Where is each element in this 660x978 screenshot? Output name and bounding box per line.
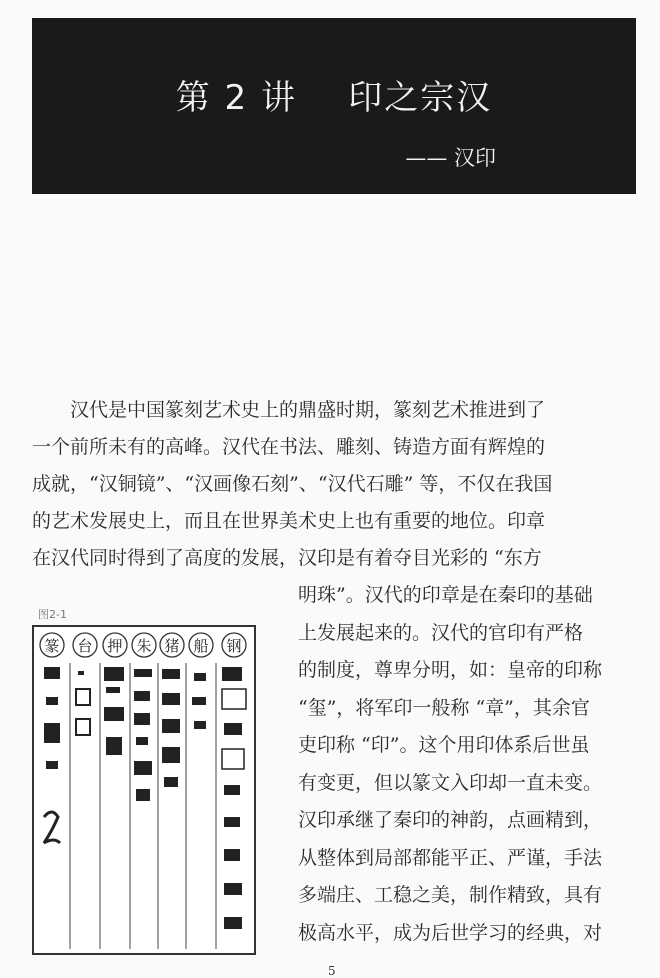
header-char: 朱 [136,637,152,655]
header-row [40,633,246,657]
text-line: “玺”，将军印一般称 “章”，其余官 [298,696,590,719]
header-char: 台 [77,637,93,655]
text-line: 极高水平，成为后世学习的经典，对 [298,921,603,944]
text-line: 在汉代同时得到了高度的发展，汉印是有着夺目光彩的 “东方 [32,547,542,569]
text-line: 多端庄、工稳之美，制作精致，具有 [298,884,603,906]
seal-script-illustration [34,627,254,953]
chapter-banner [32,18,636,194]
text-line: 的制度，尊卑分明，如：皇帝的印称 [298,659,603,681]
text-line: 成就，“汉铜镜”、“汉画像石刻”、“汉代石雕” 等，不仅在我国 [32,473,553,495]
page-number: 5 [328,964,336,978]
chapter-subtitle: —— 汉印 [405,146,496,170]
header-char: 钢 [226,637,242,655]
text-line: 有变更，但以篆文入印却一直未变。 [298,771,603,794]
seal-script-figure [32,625,256,955]
text-line: 一个前所未有的高峰。汉代在书法、雕刻、铸造方面有辉煌的 [32,436,546,458]
header-char: 篆 [44,637,60,655]
text-line: 明珠”。汉代的印章是在秦印的基础 [298,584,593,606]
header-char: 船 [193,637,209,655]
paragraph-column [298,577,642,952]
header-char: 猪 [164,637,180,655]
header-char: 押 [107,637,123,655]
figure-label: 图2-1 [38,608,67,621]
text-line: 从整体到局部都能平正、严谨，手法 [298,846,603,869]
text-line: 上发展起来的。汉代的官印有严格 [298,621,584,644]
text-line: 的艺术发展史上，而且在世界美术史上也有重要的地位。印章 [32,510,546,532]
text-line: 吏印称 “印”。这个用印体系后世虽 [298,734,590,756]
text-line: 汉印承继了秦印的神韵，点画精到， [298,809,603,831]
text-line: 汉代是中国篆刻艺术史上的鼎盛时期，篆刻艺术推进到了 [32,399,546,421]
chapter-title: 第 2 讲 印之宗汉 [175,78,493,118]
paragraph-full-width [32,392,642,577]
